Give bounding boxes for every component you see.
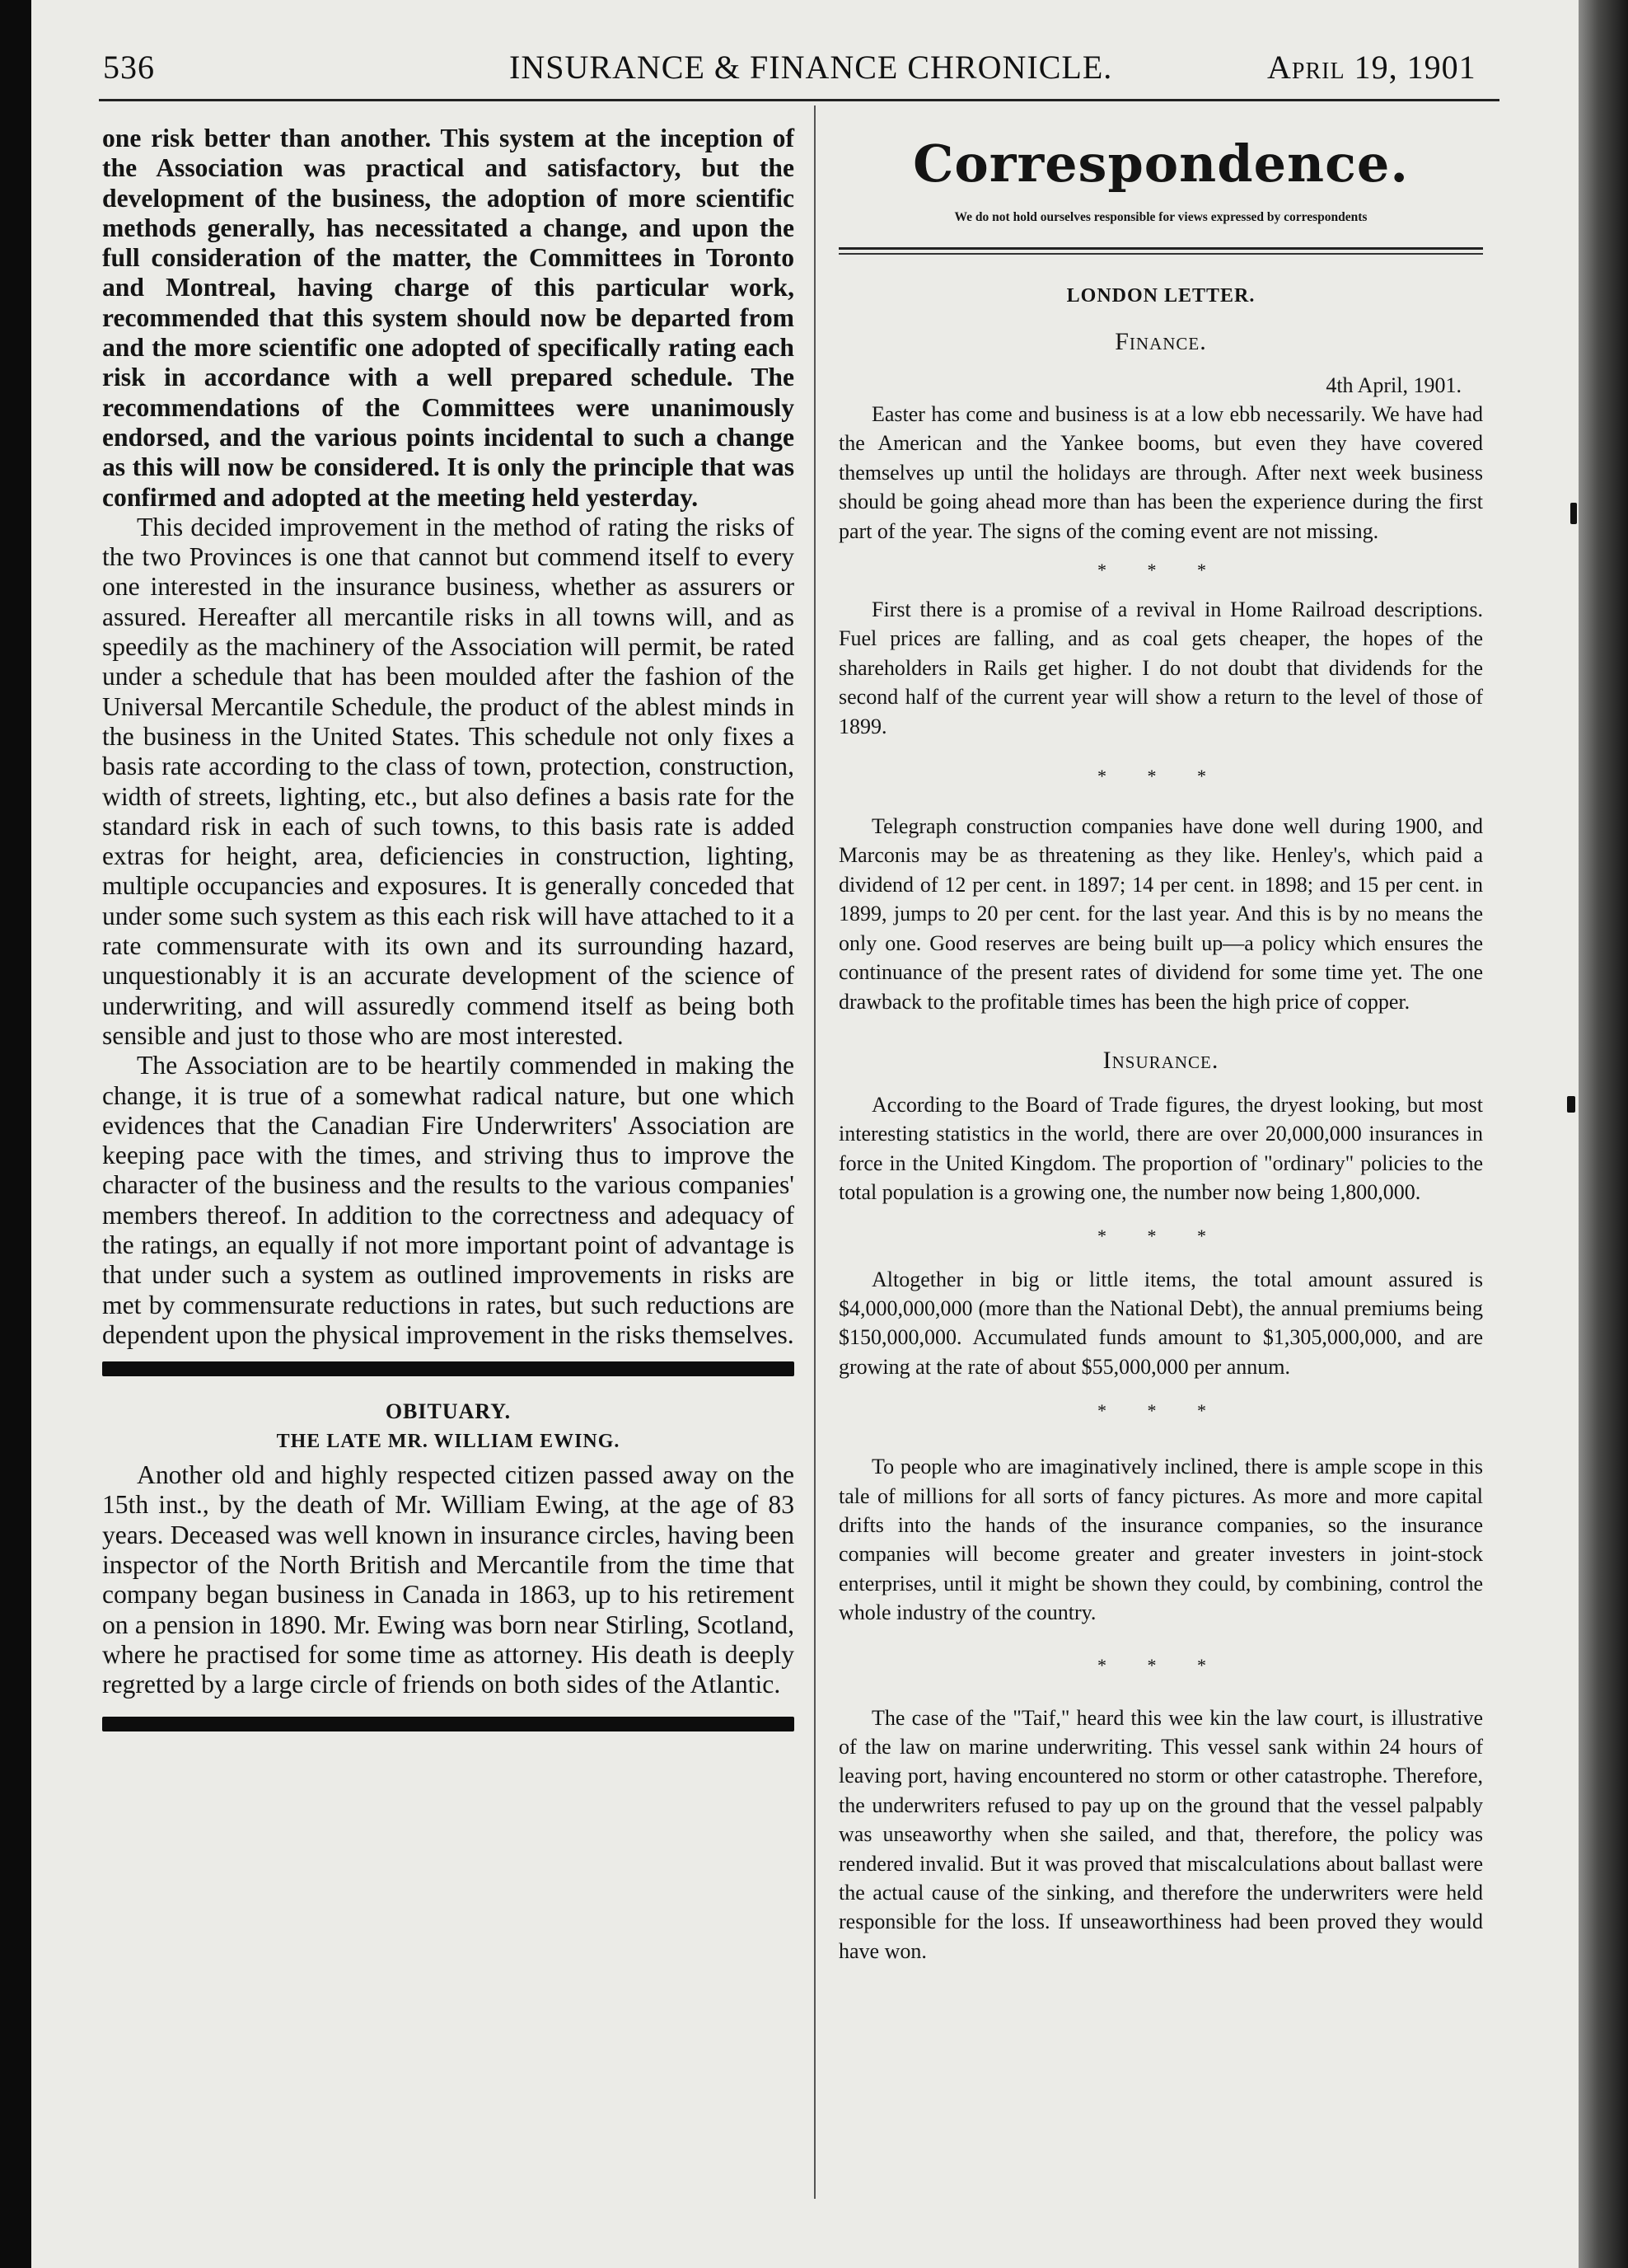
letter-date: 4th April, 1901. <box>1326 373 1462 397</box>
running-title: INSURANCE & FINANCE CHRONICLE. <box>509 49 1113 86</box>
section-rule <box>102 1361 794 1376</box>
correspondence-disclaimer: We do not hold ourselves responsible for views expressed by correspondents <box>954 210 1368 224</box>
obituary-text: Another old and highly respected citizen passed away on the 15th inst., by the death of Mr. William Ewing, at the age of 83 years. Deceased was well known in insurance circles, having been inspector of the North British and Mercantile from the time that company began business in Canada in 1863, up to his retirement on a pension in 1890. Mr. Ewing was born near Stirling, Scotland, where he practised for some time as attorney. His death is deeply regretted by a large circle of friends on both sides of the Atlantic. <box>102 1460 794 1699</box>
issue-date: April 19, 1901 <box>1267 49 1476 86</box>
star-separator: * * * <box>1097 1225 1224 1246</box>
star-separator: * * * <box>1097 1654 1224 1675</box>
letter-title: LONDON LETTER. <box>1066 285 1256 307</box>
correspondence-title: Correspondence. <box>913 134 1409 194</box>
insurance-paragraph: The case of the "Taif," heard this wee kin the law court, is illustrative of the law on marine underwriting. This vessel sank within 24 hours of leaving port, having encountered no storm or other catastrophe. Therefore, the underwriters refused to pay up on the ground that the vessel palpably was unseaworthy when she sailed, and that, therefore, the policy was rendered invalid. But it was proved that miscalculations about ballast were the actual cause of the sinking, and therefore the underwriters were held responsible for the loss. If unseaworthiness had been proved they would have won. <box>839 1705 1483 1963</box>
newspaper-page <box>31 0 1579 2268</box>
finance-paragraph: Telegraph construction companies have done well during 1900, and Marconis may be as threatening as they like. Henley's, which paid a dividend of 12 per cent. in 1897; 14 per cent. in 1898; and 15 per cent. in 1899, jumps to 20 per cent. for the last year. And this is by no means the only one. Good reserves are being built up—a policy which ensures the continuance of the present rates of dividend for some time yet. The one drawback to the profitable times has been the high price of copper. <box>839 814 1483 1014</box>
finance-paragraph: First there is a promise of a revival in Home Railroad descriptions. Fuel prices are falling, and as coal gets cheaper, the hopes of the shareholders in Rails get higher. I do not doubt that dividends for the second half of the current year will show a return to the level of those of 1899. <box>839 597 1483 738</box>
section-rule <box>102 1717 794 1731</box>
article-paragraph: This decided improvement in the method of rating the risks of the two Provinces is one that cannot but commend itself to every one interested in the insurance business, whether as assurers or assured. Hereafter all mercantile risks in all towns will, and as speedily as the machinery of the Association will permit, be rated under a schedule that has been moulded after the fashion of the Universal Mercantile Schedule, the product of the ablest minds in the business in the United States. This schedule not only fixes a basis rate according to the class of town, protection, construction, width of streets, lighting, etc., but also defines a basis rate for the standard risk in each of such towns, to this basis rate is added extras for height, area, deficiencies in construction, lighting, multiple occupancies and exposures. It is generally conceded that under some such system as this each risk will have attached to it a rate commensurate with its own and its surrounding hazard, unquestionably it is an accurate development of the science of underwriting, and will assuredly commend itself as being both sensible and just to those who are most interested. <box>102 512 794 1050</box>
finance-paragraph: Easter has come and business is at a low ebb necessarily. We have had the American and the Yankee booms, but even they have covered themselves up until the holidays are through. After next week business should be going ahead more than has been the experience during the first part of the year. The signs of the coming event are not missing. <box>839 402 1483 543</box>
obituary-heading: OBITUARY. <box>385 1399 512 1424</box>
obituary-subheading: THE LATE MR. WILLIAM EWING. <box>276 1431 620 1453</box>
insurance-paragraph: Altogether in big or little items, the total amount assured is $4,000,000,000 (more than the National Debt), the annual premiums being $150,000,000. Accumulated funds amount to $1,305,000,000, and are growing at the rate of about $55,000,000 per annum. <box>839 1267 1483 1379</box>
column-divider <box>814 105 816 2199</box>
header-rule <box>99 99 1499 101</box>
margin-mark <box>1570 503 1577 524</box>
scan-edge <box>1579 0 1628 2268</box>
star-separator: * * * <box>1097 560 1224 581</box>
insurance-paragraph: To people who are imaginatively inclined, there is ample scope in this tale of millions for all sorts of fancy pictures. As more and more capital drifts into the hands of the insurance companies, so the insurance companies will become greater and greater investers in joint-stock enterprises, until it might be shown they could, by combining, control the whole industry of the country. <box>839 1455 1483 1625</box>
correspondence-rule <box>839 247 1483 250</box>
right-column <box>839 124 1483 1966</box>
insurance-paragraph: According to the Board of Trade figures, the dryest looking, but most interesting statistics in the world, there are over 20,000,000 insurances in force in the United Kingdom. The proportion of "ordinary" policies to the total population is a growing one, the number now being 1,800,000. <box>839 1092 1483 1205</box>
finance-heading: Finance. <box>1115 328 1207 355</box>
article-paragraph: one risk better than another. This system at the inception of the Association was practical and satisfactory, but the development of the business, the adoption of more scientific methods generally, has necessitated a change, and upon the full consideration of the matter, the Committees in Toronto and Montreal, having charge of this particular work, recommended that this system should now be departed from and the more scientific one adopted of specifically rating each risk in accordance with a well prepared schedule. The recommendations of the Committees were unanimously endorsed, and the various points incidental to such a change as this will now be considered. It is only the principle that was confirmed and adopted at the meeting held yesterday. <box>102 124 794 512</box>
margin-mark <box>1567 1096 1575 1113</box>
insurance-heading: Insurance. <box>1102 1046 1219 1074</box>
left-column <box>102 124 794 1731</box>
article-paragraph: The Association are to be heartily commended in making the change, it is true of a somewhat radical nature, but one which evidences that the Canadian Fire Underwriters' Association are keeping pace with the times, and striving thus to improve the character of the business and the results to the various companies' members thereof. In addition to the correctness and adequacy of the ratings, an equally if not more important point of advantage is that under such a system as outlined improvements in risks are met by commensurate reductions in rates, but such reductions are dependent upon the physical improvement in the risks themselves. <box>102 1051 794 1349</box>
page-number: 536 <box>103 49 155 86</box>
star-separator: * * * <box>1097 766 1224 787</box>
star-separator: * * * <box>1097 1400 1224 1422</box>
correspondence-rule <box>839 253 1483 255</box>
